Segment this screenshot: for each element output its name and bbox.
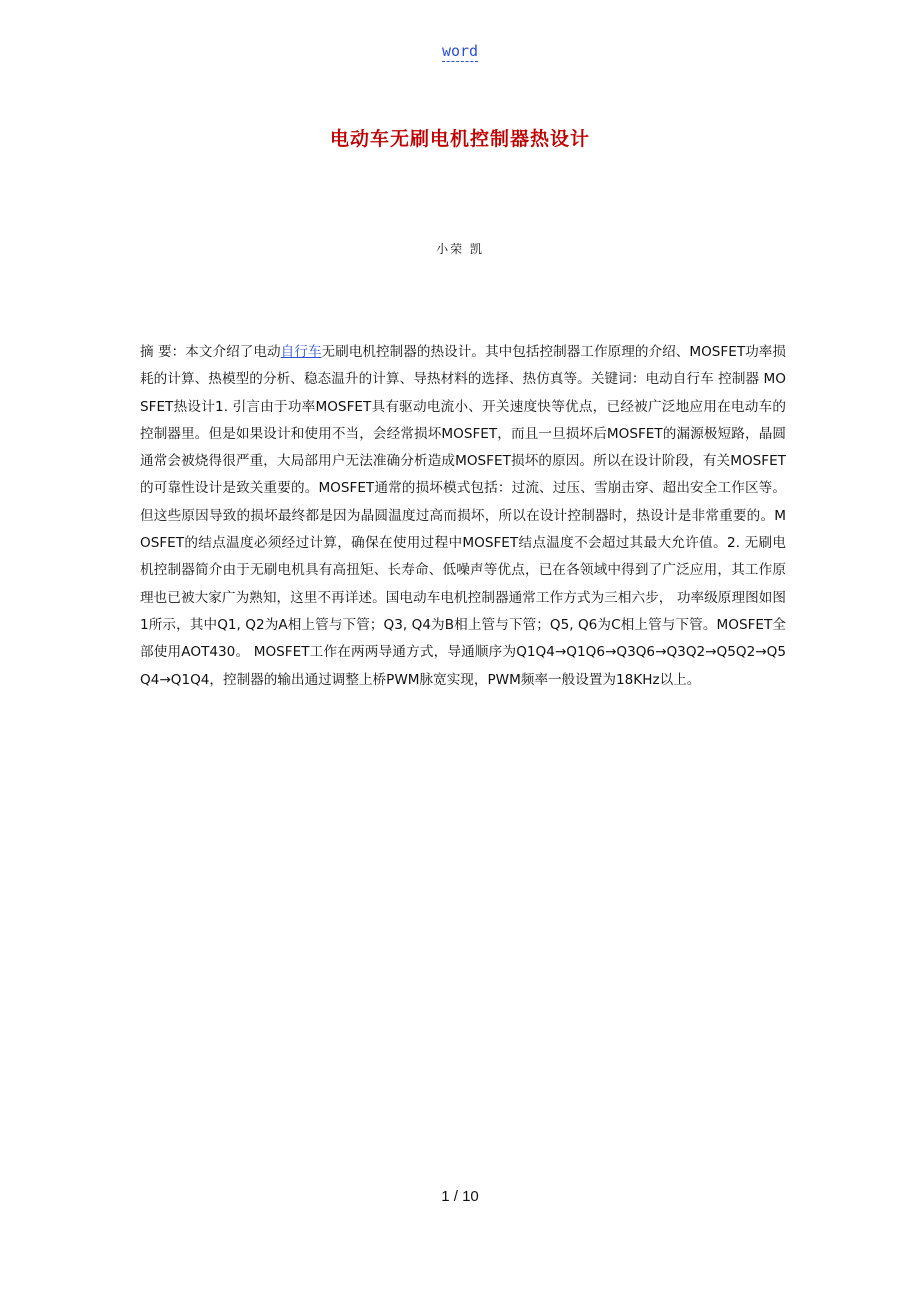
abstract-paragraph <box>140 339 786 694</box>
abstract-prefix: 摘 要：本文介绍了电动 <box>140 344 281 360</box>
page-header <box>0 41 920 61</box>
abstract-body: 无刷电机控制器的热设计。其中包括控制器工作原理的介绍、MOSFET功率损耗的计算、热模型的分析、稳态温升的计算、导热材料的选择、热仿真等。关键词：电动自行车 控制器 MOSFET热设计1. 引言由于功率MOSFET具有驱动电流小、开关速度快等优点，已经被广泛地应用在电动车的控制器里。但是如果设计和使用不当，会经常损坏MOSFET，而且一旦损坏后MOSFET的漏源极短路，晶圆通常会被烧得很严重，大局部用户无法准确分析造成MOSFET损坏的原因。所以在设计阶段，有关MOSFET的可靠性设计是致关重要的。MOSFET通常的损坏模式包括：过流、过压、雪崩击穿、超出安全工作区等。但这些原因导致的损坏最终都是因为晶圆温度过高而损坏，所以在设计控制器时，热设计是非常重要的。MOSFET的结点温度必须经过计算，确保在使用过程中MOSFET结点温度不会超过其最大允许值。2. 无刷电机控制器简介由于无刷电机具有高扭矩、长寿命、低噪声等优点，已在各领域中得到了广泛应用，其工作原理也已被大家广为熟知，这里不再详述。国电动车电机控制器通常工作方式为三相六步， 功率级原理图如图1所示，其中Q1, Q2为A相上管与下管；Q3, Q4为B相上管与下管；Q5, Q6为C相上管与下管。MOSFET全部使用AOT430。 MOSFET工作在两两导通方式，导通顺序为Q1Q4→Q1Q6→Q3Q6→Q3Q2→Q5Q2→Q5Q4→Q1Q4，控制器的输出通过调整上桥PWM脉宽实现，PWM频率一般设置为18KHz以上。 <box>140 344 786 688</box>
header-word-link[interactable]: word <box>441 42 479 60</box>
page-number: 1 / 10 <box>441 1188 479 1205</box>
bicycle-link[interactable]: 自行车 <box>280 344 322 360</box>
document-title: 电动车无刷电机控制器热设计 <box>329 128 590 150</box>
document-author: 小荣 凯 <box>436 242 484 256</box>
